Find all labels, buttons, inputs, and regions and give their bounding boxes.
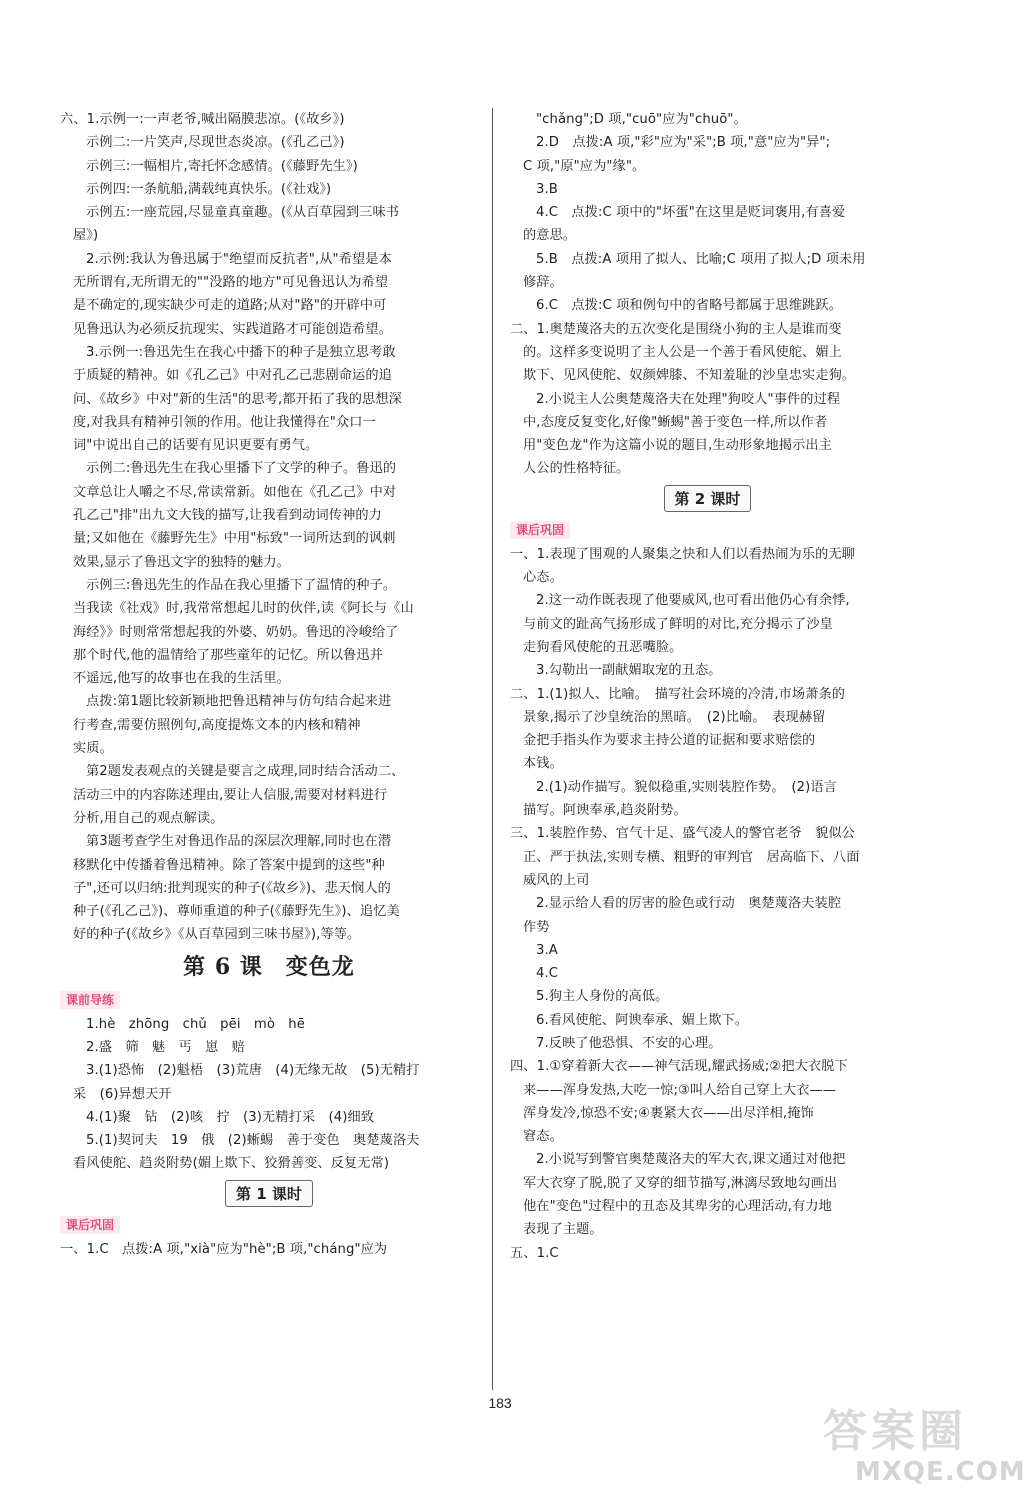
text-line: 示例三:鲁迅先生的作品在我心里播下了温情的种子。 xyxy=(86,577,397,593)
text-line: C 项,"原"应为"缘"。 xyxy=(523,158,646,174)
text-line: 一、1.C 点拨:A 项,"xià"应为"hè";B 项,"cháng"应为 xyxy=(60,1241,388,1257)
text-line: 不遥远,他写的故事也在我的生活里。 xyxy=(73,671,290,687)
text-line: 移默化中传播着鲁迅精神。除了答案中提到的这些"种 xyxy=(73,857,385,873)
text-line: 种子(《孔乙己》)、尊师重道的种子(《藤野先生》)、追忆美 xyxy=(73,904,400,920)
text-line: 海经》》时则常常想起我的外婆、奶奶。鲁迅的冷峻给了 xyxy=(73,624,399,640)
text-line: 2.小说写到警官奥楚蔑洛夫的军大衣,课文通过对他把 xyxy=(536,1152,846,1168)
text-line: 分析,用自己的观点解读。 xyxy=(73,810,224,826)
text-line: 度,对我具有精神引领的作用。他让我懂得在"众口一 xyxy=(73,414,376,430)
text-line: 描写。阿谀奉承,趋炎附势。 xyxy=(523,803,687,819)
text-line: 4.C xyxy=(536,966,559,982)
text-line: 景象,揭示了沙皇统治的黑暗。 (2)比喻。 表现赫留 xyxy=(523,709,826,725)
text-line: 5.(1)契诃夫 19 俄 (2)蜥蜴 善于变色 奥楚蔑洛夫 xyxy=(86,1133,420,1149)
text-line: 与前文的趾高气扬形成了鲜明的对比,充分揭示了沙皇 xyxy=(523,616,833,632)
text-line: 于质疑的精神。如《孔乙己》中对孔乙己悲剧命运的追 xyxy=(73,368,392,384)
text-line: 来——浑身发热,大吃一惊;③叫人给自己穿上大衣—— xyxy=(523,1082,837,1098)
label-row-post-2 xyxy=(510,517,905,543)
text-line: 2.显示给人看的厉害的脸色或行动 奥楚蔑洛夫装腔 xyxy=(536,896,842,912)
text-line: 三、1.装腔作势、官气十足、盛气凌人的警官老爷 貌似公 xyxy=(510,826,855,842)
text-line: 2.示例:我认为鲁迅属于"绝望而反抗者",从"希望是本 xyxy=(86,251,392,267)
text-line: 浑身发冷,惊恐不安;④裹紧大衣——出尽洋相,掩饰 xyxy=(523,1105,814,1121)
text-line: 正、严于执法,实则专横、粗野的审判官 居高临下、八面 xyxy=(523,849,860,865)
text-line: 看风使舵、趋炎附势(媚上欺下、狡猾善变、反复无常) xyxy=(73,1156,390,1172)
text-line: 2.小说主人公奥楚蔑洛夫在处理"狗咬人"事件的过程 xyxy=(536,391,841,407)
text-line: 威风的上司 xyxy=(523,872,590,888)
text-line: 示例三:一幅相片,寄托怀念感情。(《藤野先生》) xyxy=(86,158,358,174)
watermark-url: MXQE.COM xyxy=(855,1457,1026,1487)
text-line: 问、《故乡》中对"新的生活"的思考,都开拓了我的思想深 xyxy=(73,391,402,407)
text-line: 五、1.C xyxy=(510,1245,559,1261)
label-post-class-2: 课后巩固 xyxy=(510,521,570,539)
text-line: 的意思。 xyxy=(523,228,577,244)
left-column xyxy=(60,108,478,1261)
text-line: 表现了主题。 xyxy=(523,1222,603,1238)
text-line: 那个时代,他的温情给了那些童年的记忆。所以鲁迅并 xyxy=(73,647,383,663)
left-answers-block-3 xyxy=(60,1238,478,1261)
text-line: 2.(1)动作描写。貌似稳重,实则装腔作势。 (2)语言 xyxy=(536,779,837,795)
section-heading-1-text: 第 1 课时 xyxy=(225,1180,313,1207)
text-line: 采 (6)异想天开 xyxy=(73,1086,172,1102)
right-answers-block-1 xyxy=(510,108,905,481)
text-line: 屋》) xyxy=(73,228,99,244)
left-answers-block-2 xyxy=(60,1013,478,1176)
section-heading-1 xyxy=(60,1176,478,1212)
text-line: 行考查,需要仿照例句,高度提炼文本的内核和精神 xyxy=(73,717,361,733)
text-line: 本钱。 xyxy=(523,756,563,772)
left-answers-block-1 xyxy=(60,108,478,947)
text-line: 2.盛 筛 魅 丐 崽 赔 xyxy=(86,1039,245,1055)
right-answers-block-2 xyxy=(510,543,905,1265)
text-line: 用"变色龙"作为这篇小说的题目,生动形象地揭示出主 xyxy=(523,438,832,454)
text-line: 示例五:一座荒园,尽显童真童趣。(《从百草园到三味书 xyxy=(86,205,400,221)
label-post-class-1: 课后巩固 xyxy=(60,1216,120,1234)
text-line: 孔乙己"排"出九文大钱的描写,让我看到动词传神的力 xyxy=(73,508,382,524)
text-line: 人公的性格特征。 xyxy=(523,461,630,477)
text-line: 心态。 xyxy=(523,570,563,586)
text-line: 2.这一动作既表现了他要威风,也可看出他仍心有余悸, xyxy=(536,593,850,609)
text-line: 他在"变色"过程中的丑态及其卑劣的心理活动,有力地 xyxy=(523,1199,832,1215)
text-line: 3.示例一:鲁迅先生在我心中播下的种子是独立思考敢 xyxy=(86,344,396,360)
text-line: 第3题考查学生对鲁迅作品的深层次理解,同时也在潜 xyxy=(86,834,392,850)
watermark-logo-text: 答案圈 xyxy=(823,1406,967,1457)
text-line: 6.C 点拨:C 项和例句中的省略号都属于思维跳跃。 xyxy=(536,298,842,314)
text-line: 欺下、见风使舵、奴颜婢膝、不知羞耻的沙皇忠实走狗。 xyxy=(523,368,856,384)
text-line: 4.C 点拨:C 项中的"坏蛋"在这里是贬词褒用,有喜爱 xyxy=(536,205,846,221)
text-line: 的。这样多变说明了主人公是一个善于看风使舵、媚上 xyxy=(523,344,842,360)
text-line: 活动三中的内容陈述理由,要让人信服,需要对材料进行 xyxy=(73,787,388,803)
text-line: 六、1.示例一:一声老爷,喊出隔膜悲凉。(《故乡》) xyxy=(60,112,345,127)
text-line: 无所谓有,无所谓无的""没路的地方"可见鲁迅认为希望 xyxy=(73,275,389,291)
text-line: 2.D 点拨:A 项,"彩"应为"采";B 项,"意"应为"异"; xyxy=(536,135,831,151)
text-line: 二、1.(1)拟人、比喻。 描写社会环境的冷清,市场萧条的 xyxy=(510,686,846,702)
text-line: 金把手指头作为要求主持公道的证据和要求赔偿的 xyxy=(523,733,816,749)
text-line: 效果,显示了鲁迅文字的独特的魅力。 xyxy=(73,554,290,570)
text-line: 窘态。 xyxy=(523,1129,563,1145)
label-row-pre xyxy=(60,987,478,1013)
text-line: 二、1.奥楚蔑洛夫的五次变化是围绕小狗的主人是谁而变 xyxy=(510,321,842,337)
text-line: 见鲁迅认为必须反抗现实、实践道路才可能创造希望。 xyxy=(73,321,392,337)
text-line: 第2题发表观点的关键是要言之成理,同时结合活动二、 xyxy=(86,764,405,780)
text-line: 修辞。 xyxy=(523,275,563,291)
text-line: 中,态度反复变化,好像"蜥蜴"善于变色一样,所以作者 xyxy=(523,414,828,430)
text-line: 示例二:鲁迅先生在我心里播下了文学的种子。鲁迅的 xyxy=(86,461,397,477)
section-heading-2-text: 第 2 课时 xyxy=(664,485,752,512)
text-line: 词"中说出自己的话要有见识更要有勇气。 xyxy=(73,438,319,454)
text-line: 4.(1)聚 钻 (2)咳 拧 (3)无精打采 (4)细致 xyxy=(86,1109,375,1125)
page-number: 183 xyxy=(488,1395,512,1411)
text-line: "chǎng";D 项,"cuō"应为"chuō"。 xyxy=(536,112,747,127)
text-line: 6.看风使舵、阿谀奉承、媚上欺下。 xyxy=(536,1012,749,1028)
text-line: 实质。 xyxy=(73,741,113,757)
text-line: 5.狗主人身份的高低。 xyxy=(536,989,669,1005)
text-line: 子",还可以归纳:批判现实的种子(《故乡》)、悲天悯人的 xyxy=(73,880,391,896)
text-line: 是不确定的,现实缺少可走的道路;从对"路"的开辟中可 xyxy=(73,298,387,314)
text-line: 1.hè zhōng chǔ pēi mò hē xyxy=(86,1016,305,1032)
text-line: 示例二:一片笑声,尽现世态炎凉。(《孔乙己》) xyxy=(86,135,345,151)
text-line: 量;又如他在《藤野先生》中用"标致"一词所达到的讽刺 xyxy=(73,531,396,547)
text-line: 文章总让人嚼之不尽,常读常新。如他在《孔乙己》中对 xyxy=(73,484,397,500)
text-line: 四、1.①穿着新大衣——神气活现,耀武扬威;②把大衣脱下 xyxy=(510,1059,848,1075)
text-line: 示例四:一条航船,满载纯真快乐。(《社戏》) xyxy=(86,181,332,197)
column-divider xyxy=(492,108,493,1390)
text-line: 3.B xyxy=(536,181,558,197)
text-line: 走狗看风使舵的丑恶嘴脸。 xyxy=(523,639,683,655)
section-heading-2 xyxy=(510,481,905,517)
text-line: 3.A xyxy=(536,942,558,958)
text-line: 点拨:第1题比较新颖地把鲁迅精神与仿句结合起来进 xyxy=(86,694,392,710)
text-line: 3.(1)恐怖 (2)魁梧 (3)荒唐 (4)无缘无故 (5)无精打 xyxy=(86,1063,420,1079)
text-line: 好的种子(《故乡》《从百草园到三味书屋》),等等。 xyxy=(73,927,361,943)
text-line: 军大衣穿了脱,脱了又穿的细节描写,淋漓尽致地勾画出 xyxy=(523,1175,838,1191)
label-pre-class: 课前导练 xyxy=(60,991,120,1009)
label-row-post-1 xyxy=(60,1212,478,1238)
right-column xyxy=(510,108,905,1265)
watermark-logo-icon xyxy=(795,1395,1026,1490)
text-line: 3.勾勒出一副献媚取宠的丑态。 xyxy=(536,663,722,679)
text-line: 一、1.表现了围观的人聚集之快和人们以看热闹为乐的无聊 xyxy=(510,546,855,562)
text-line: 作势 xyxy=(523,919,550,935)
text-line: 7.反映了他恐惧、不安的心理。 xyxy=(536,1035,722,1051)
lesson-title: 第 6 课 变色龙 xyxy=(183,953,355,980)
text-line: 当我读《社戏》时,我常常想起儿时的伙伴,读《阿长与《山 xyxy=(73,601,414,617)
text-line: 5.B 点拨:A 项用了拟人、比喻;C 项用了拟人;D 项未用 xyxy=(536,251,866,267)
